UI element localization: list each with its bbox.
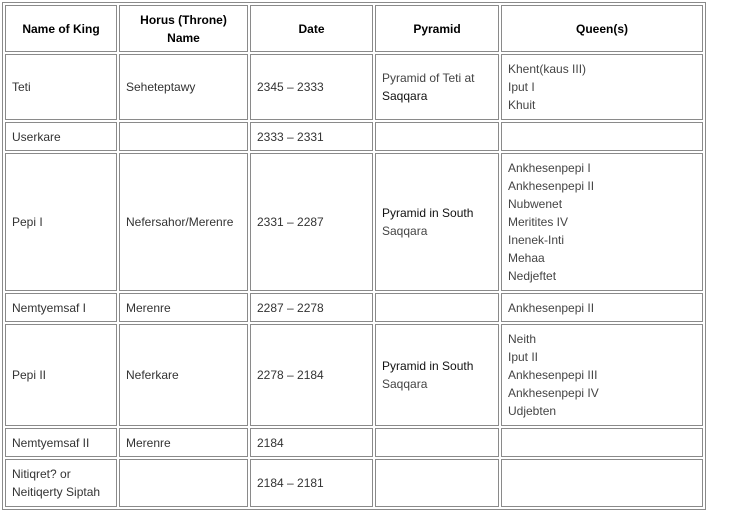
queen-name: Khuit	[508, 98, 536, 112]
table-row	[5, 428, 703, 457]
queen-name: Ankhesenpepi II	[508, 300, 595, 315]
queens-cell	[501, 54, 703, 120]
horus-name-cell: Merenre	[119, 293, 248, 322]
queen-name: Nedjeftet	[508, 269, 557, 283]
pyramid-cell	[375, 153, 499, 291]
horus-name-cell: Merenre	[119, 428, 248, 457]
table-row	[5, 324, 703, 426]
queens-cell	[501, 122, 703, 151]
header-queens: Queen(s)	[501, 5, 703, 52]
queen-name: Meritites IV	[508, 215, 569, 229]
queens-cell	[501, 153, 703, 291]
king-name-cell: Pepi I	[5, 153, 117, 291]
horus-name-cell: Nefersahor/Merenre	[119, 153, 248, 291]
queen-name: Mehaa	[508, 251, 545, 265]
queen-name: Inenek-Inti	[508, 233, 565, 247]
header-row	[5, 5, 703, 52]
queen-name: Ankhesenpepi IV	[508, 386, 599, 400]
horus-name-cell	[119, 122, 248, 151]
queen-name: Neith	[508, 332, 537, 346]
header-pyramid: Pyramid	[375, 5, 499, 52]
pyramid-line-2: Saqqara	[382, 377, 428, 391]
horus-name-cell: Neferkare	[119, 324, 248, 426]
king-name-line-2: Neitiqerty Siptah	[12, 485, 101, 499]
king-name-cell	[5, 459, 117, 507]
header-horus-name: Horus (Throne) Name	[119, 5, 248, 52]
table-row	[5, 153, 703, 291]
horus-name-cell: Seheteptawy	[119, 54, 248, 120]
pyramid-line-1: Pyramid in South	[382, 206, 474, 220]
king-name-cell: Pepi II	[5, 324, 117, 426]
queen-name: Nubwenet	[508, 197, 563, 211]
date-cell: 2345 – 2333	[250, 54, 373, 120]
queens-cell	[501, 324, 703, 426]
pyramid-cell	[375, 324, 499, 426]
date-cell: 2278 – 2184	[250, 324, 373, 426]
pyramid-line-1: Pyramid in South	[382, 359, 474, 373]
header-name-of-king: Name of King	[5, 5, 117, 52]
date-cell: 2184 – 2181	[250, 459, 373, 507]
pyramid-cell	[375, 428, 499, 457]
pyramid-cell	[375, 54, 499, 120]
queens-cell	[501, 459, 703, 507]
king-name-cell: Nemtyemsaf I	[5, 293, 117, 322]
table-row	[5, 122, 703, 151]
pyramid-line-2: Saqqara	[382, 89, 428, 103]
queen-name: Khent(kaus III)	[508, 62, 587, 76]
pyramid-cell	[375, 293, 499, 322]
queen-name: Ankhesenpepi II	[508, 179, 595, 193]
pyramid-line-2: Saqqara	[382, 224, 428, 238]
queen-name: Iput I	[508, 80, 535, 94]
date-cell: 2184	[250, 428, 373, 457]
queen-name: Ankhesenpepi III	[508, 368, 598, 382]
table-row	[5, 459, 703, 507]
king-name-cell: Nemtyemsaf II	[5, 428, 117, 457]
pyramid-cell	[375, 122, 499, 151]
date-cell: 2287 – 2278	[250, 293, 373, 322]
king-name-cell: Teti	[5, 54, 117, 120]
queen-name: Udjebten	[508, 404, 557, 418]
king-name-cell: Userkare	[5, 122, 117, 151]
queen-name: Ankhesenpepi I	[508, 161, 591, 175]
date-cell: 2333 – 2331	[250, 122, 373, 151]
pyramid-cell	[375, 459, 499, 507]
header-date: Date	[250, 5, 373, 52]
date-cell: 2331 – 2287	[250, 153, 373, 291]
king-name-line-1: Nitiqret? or	[12, 467, 71, 481]
kings-table	[2, 2, 706, 510]
horus-name-cell	[119, 459, 248, 507]
queens-cell	[501, 293, 703, 322]
queen-name: Iput II	[508, 350, 539, 364]
pyramid-line-1: Pyramid of Teti at	[382, 71, 475, 85]
table-row	[5, 293, 703, 322]
queens-cell	[501, 428, 703, 457]
kings-table-container	[2, 2, 706, 510]
table-row	[5, 54, 703, 120]
